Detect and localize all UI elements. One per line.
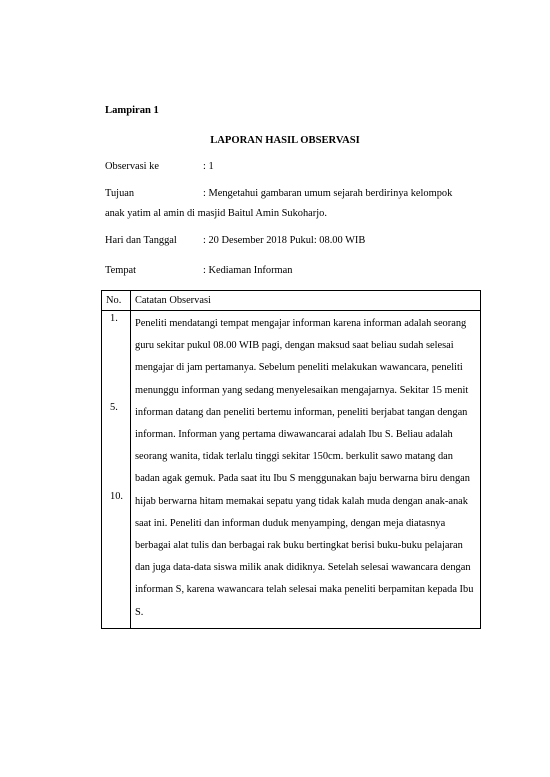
observation-table xyxy=(101,290,481,629)
observation-notes: Peneliti mendatangi tempat mengajar informan karena informan adalah seorang guru sekitar pukul 08.00 WIB pagi, dengan maksud saat beliau sudah selesai mengajar di jam pertamanya. Sebelum peneliti melakukan wawancara, peneliti menunggu informan yang sedang menyelesaikan mengajarnya. Sekitar 15 menit informan datang dan peneliti bertemu informan, peneliti berjabat tangan dengan informan. Informan yang pertama diwawancarai adalah Ibu S. Beliau adalah seorang wanita, tidak terlalu tinggi sekitar 150cm. berkulit sawo matang dan badan agak gemuk. Pada saat itu Ibu S menggunakan baju berwarna biru dengan hijab berwarna hitam memakai sepatu yang tidak kalah muda dengan anak-anak saat ini. Peneliti dan informan duduk menyamping, dengan meja diatasnya berbagai alat tulis dan berbagai rak buku bertingkat berisi buku-buku pelajaran dan juga data-data siswa milik anak didiknya. Setelah selesai wawancara dengan informan S, karena wawancara telah selesai maka peneliti berpamitan kepada Ibu S. xyxy=(131,311,481,629)
tujuan-value-line1: : Mengetahui gambaran umum sejarah berdirinya kelompok xyxy=(203,188,453,199)
tempat-label: Tempat xyxy=(105,265,137,276)
line-number-5: 5. xyxy=(110,402,118,413)
table-row xyxy=(102,311,481,629)
observasi-label: Observasi ke xyxy=(105,161,159,172)
hari-value: : 20 Desember 2018 Pukul: 08.00 WIB xyxy=(203,235,366,246)
hari-label: Hari dan Tanggal xyxy=(105,235,177,246)
document-title: LAPORAN HASIL OBSERVASI xyxy=(210,135,360,146)
header-no: No. xyxy=(102,291,131,311)
table-header-row xyxy=(102,291,481,311)
field-hari-tanggal xyxy=(105,231,485,251)
line-number-cell xyxy=(102,311,131,629)
header-notes: Catatan Observasi xyxy=(131,291,481,311)
tempat-value: : Kediaman Informan xyxy=(203,265,293,276)
tujuan-value-line2: anak yatim al amin di masjid Baitul Amin Sukoharjo. xyxy=(105,208,327,219)
field-tempat xyxy=(105,261,485,281)
observasi-value: : 1 xyxy=(203,161,214,172)
field-tujuan xyxy=(105,184,485,224)
tujuan-label: Tujuan xyxy=(105,188,135,199)
line-number-10: 10. xyxy=(110,491,123,502)
field-observasi xyxy=(105,157,485,177)
line-number-1: 1. xyxy=(110,313,118,324)
appendix-label: Lampiran 1 xyxy=(105,105,159,116)
